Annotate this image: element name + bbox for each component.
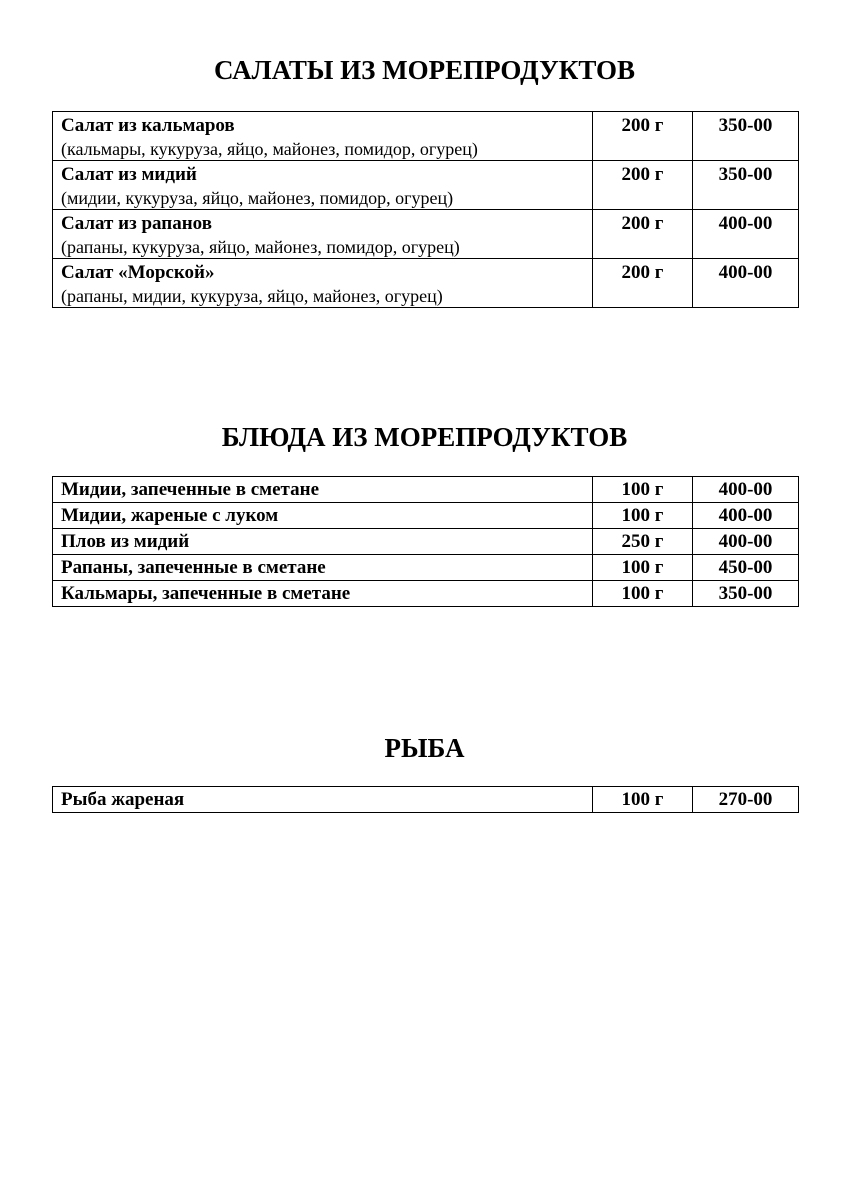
item-weight: 100 г bbox=[593, 581, 693, 607]
item-weight: 250 г bbox=[593, 529, 693, 555]
item-name-cell bbox=[53, 529, 593, 555]
table-row bbox=[53, 210, 799, 259]
item-price: 350-00 bbox=[693, 161, 799, 210]
item-name: Рапаны, запеченные в сметане bbox=[61, 557, 326, 578]
salads-table bbox=[52, 111, 799, 308]
item-price: 400-00 bbox=[693, 477, 799, 503]
item-weight: 200 г bbox=[593, 112, 693, 161]
section-title-dishes: БЛЮДА ИЗ МОРЕПРОДУКТОВ bbox=[221, 422, 628, 452]
item-name-cell bbox=[53, 161, 593, 210]
item-price: 400-00 bbox=[693, 210, 799, 259]
table-row bbox=[53, 503, 799, 529]
item-description: (рапаны, мидии, кукуруза, яйцо, майонез, огурец) bbox=[61, 286, 443, 306]
item-description: (рапаны, кукуруза, яйцо, майонез, помидор, огурец) bbox=[61, 237, 460, 257]
item-price: 400-00 bbox=[693, 503, 799, 529]
item-name: Мидии, запеченные в сметане bbox=[61, 479, 320, 500]
item-description: (кальмары, кукуруза, яйцо, майонез, помидор, огурец) bbox=[61, 139, 478, 159]
item-name-cell bbox=[53, 503, 593, 529]
table-row bbox=[53, 112, 799, 161]
item-weight: 100 г bbox=[593, 787, 693, 813]
table-row bbox=[53, 259, 799, 308]
item-name-cell bbox=[53, 112, 593, 161]
item-name: Салат «Морской» bbox=[61, 262, 215, 283]
item-name-cell bbox=[53, 210, 593, 259]
item-weight: 100 г bbox=[593, 503, 693, 529]
item-name: Салат из рапанов bbox=[61, 213, 212, 234]
item-weight: 100 г bbox=[593, 477, 693, 503]
item-name-cell bbox=[53, 259, 593, 308]
item-price: 450-00 bbox=[693, 555, 799, 581]
section-title-salads: САЛАТЫ ИЗ МОРЕПРОДУКТОВ bbox=[213, 55, 636, 85]
item-name: Салат из мидий bbox=[61, 164, 197, 185]
table-row bbox=[53, 555, 799, 581]
item-name: Рыба жареная bbox=[61, 789, 185, 810]
table-row bbox=[53, 581, 799, 607]
dishes-table bbox=[52, 476, 799, 607]
section-title-fish: РЫБА bbox=[384, 733, 465, 763]
item-name: Плов из мидий bbox=[61, 531, 190, 552]
item-weight: 200 г bbox=[593, 210, 693, 259]
item-weight: 200 г bbox=[593, 161, 693, 210]
table-row bbox=[53, 477, 799, 503]
item-price: 400-00 bbox=[693, 259, 799, 308]
item-description: (мидии, кукуруза, яйцо, майонез, помидор, огурец) bbox=[61, 188, 454, 208]
table-row bbox=[53, 161, 799, 210]
table-row bbox=[53, 529, 799, 555]
item-price: 350-00 bbox=[693, 581, 799, 607]
item-name-cell bbox=[53, 477, 593, 503]
item-price: 270-00 bbox=[693, 787, 799, 813]
item-weight: 100 г bbox=[593, 555, 693, 581]
item-price: 350-00 bbox=[693, 112, 799, 161]
item-name-cell bbox=[53, 787, 593, 813]
item-name-cell bbox=[53, 581, 593, 607]
item-name: Салат из кальмаров bbox=[61, 115, 235, 136]
table-row bbox=[53, 787, 799, 813]
item-price: 400-00 bbox=[693, 529, 799, 555]
item-name: Кальмары, запеченные в сметане bbox=[61, 583, 351, 604]
fish-table bbox=[52, 786, 799, 813]
item-name-cell bbox=[53, 555, 593, 581]
item-weight: 200 г bbox=[593, 259, 693, 308]
item-name: Мидии, жареные с луком bbox=[61, 505, 279, 526]
